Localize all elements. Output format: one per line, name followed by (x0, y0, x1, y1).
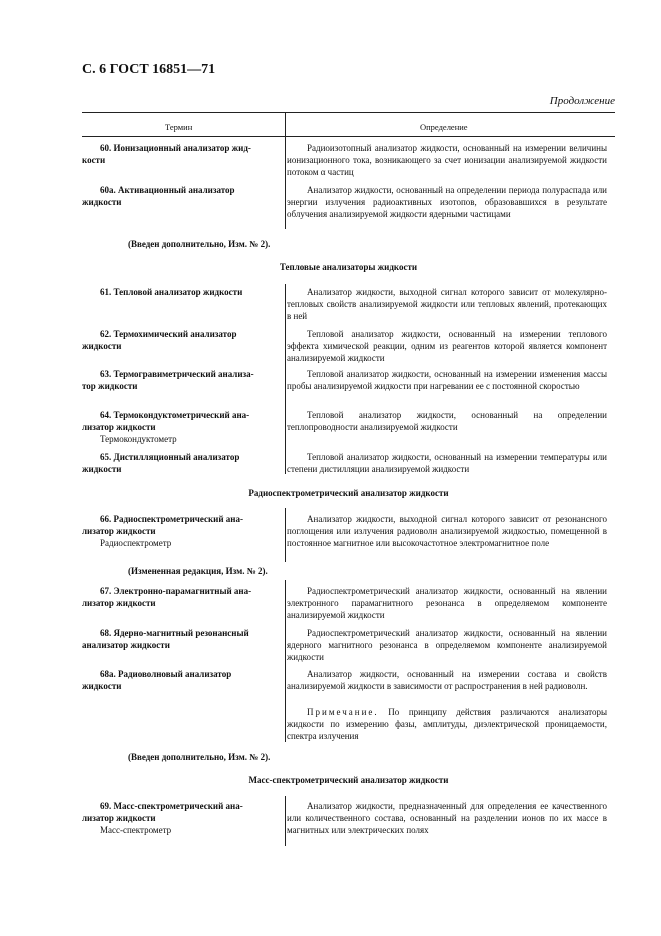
page-header: С. 6 ГОСТ 16851—71 (82, 62, 216, 77)
term-name: 60. Ионизационный анализатор жид- (100, 143, 251, 153)
definition: Анализатор жидкости, выходной сигнал которого зависит от молекулярно-тепловых свойств анализируемой жидкости или тепловых явлений, протекающих в ней (287, 287, 607, 322)
term-name: 65. Дистилляционный анализатор (100, 452, 240, 462)
definition: Анализатор жидкости, предназначенный для определения ее качественного или количественного состава, основанный на разделении ионов по их массе в магнитных или электрических полях (287, 801, 607, 836)
term-row (82, 142, 282, 166)
term-name: 68а. Радиоволновый анализатор (100, 669, 232, 679)
column-divider (285, 796, 286, 846)
definition: Анализатор жидкости, основанный на определении периода полураспада или энергии излучения радиоактивных изотопов, образовавшихся в результате облучения анализируемой жидкости ядерными частицами (287, 185, 607, 220)
term-name: 66. Радиоспектрометрический ана- (100, 514, 243, 524)
column-divider (285, 284, 286, 474)
term-name: 62. Термохимический анализатор (100, 329, 237, 339)
term-row (82, 368, 282, 392)
section-title: Радиоспектрометрический анализатор жидкости (248, 488, 449, 498)
section-title: Масс-спектрометрический анализатор жидкости (248, 775, 449, 785)
definition: Тепловой анализатор жидкости, основанный на определении теплопроводности анализируемой жидкости (287, 410, 607, 433)
definition: Анализатор жидкости, выходной сигнал которого зависит от резонансного поглощения или излучения радиоволн анализируемой жидкостью, помещенной в постоянное магнитное или высокочастотное электромагнитное поле (287, 514, 607, 549)
term-name-cont: кости (82, 155, 106, 166)
term-name: 61. Тепловой анализатор жидкости (100, 287, 243, 297)
term-name-cont: лизатор жидкости (82, 526, 156, 537)
term-synonym: Термокондуктометр (100, 434, 177, 445)
term-name-cont: лизатор жидкости (82, 598, 156, 609)
term-name: 69. Масс-спектрометрический ана- (100, 801, 243, 811)
column-divider (285, 508, 286, 562)
term-name-cont: жидкости (82, 341, 122, 352)
definition: Радиоспектрометрический анализатор жидкости, основанный на явлении электронного парамагнитного резонанса в определяемом компоненте анализируемой жидкости (287, 586, 607, 621)
continuation-label: Продолжение (549, 95, 615, 107)
term-row (82, 800, 282, 837)
term-row (82, 409, 282, 446)
term-row (82, 585, 282, 609)
term-row (82, 627, 282, 651)
term-name-cont: жидкости (82, 464, 122, 475)
term-name-cont: жидкости (82, 197, 122, 208)
table-head-rule (82, 136, 615, 137)
term-name: 64. Термокондуктометрический ана- (100, 410, 250, 420)
term-row (82, 286, 282, 298)
note-text: По принципу действия различаются анализаторы жидкости по измерению фазы, амплитуды, диэлектрической проницаемости, спектра излучения (287, 707, 607, 742)
amendment-note: (Измененная редакция, Изм. № 2). (128, 566, 268, 576)
column-header-term: Термин (165, 122, 193, 132)
table-top-rule (82, 112, 615, 113)
definition: Тепловой анализатор жидкости, основанный на измерении температуры или степени дистилляции анализируемой жидкости (287, 452, 607, 475)
definition: Тепловой анализатор жидкости, основанный на измерении теплового эффекта химической реакции, одним из реагентов которой является компонент анализируемой жидкости (287, 329, 607, 364)
column-divider (285, 112, 286, 229)
term-name: 68. Ядерно-магнитный резонансный (100, 628, 249, 638)
note-label: Примечание. (307, 707, 379, 717)
definition: Анализатор жидкости, основанный на измерении состава и свойств анализируемой жидкости в зависимости от распространения в ней радиоволн. (287, 669, 607, 692)
term-name-cont: анализатор жидкости (82, 640, 170, 651)
definition: Радиоспектрометрический анализатор жидкости, основанный на явлении ядерного магнитного резонанса в определяемом компоненте анализируемой жидкости (287, 628, 607, 663)
term-name-cont: жидкости (82, 681, 122, 692)
term-row (82, 451, 282, 475)
term-name: 67. Электронно-парамагнитный ана- (100, 586, 252, 596)
term-row (82, 668, 282, 692)
term-name-cont: тор жидкости (82, 381, 138, 392)
term-row (82, 328, 282, 352)
term-synonym: Радиоспектрометр (100, 538, 172, 549)
definition-note (287, 706, 607, 743)
term-name-cont: лизатор жидкости (82, 813, 156, 824)
section-title: Тепловые анализаторы жидкости (279, 262, 418, 272)
term-name-cont: лизатор жидкости (82, 422, 156, 433)
term-name: 60а. Активационный анализатор (100, 185, 235, 195)
term-synonym: Масс-спектрометр (100, 825, 172, 836)
definition: Тепловой анализатор жидкости, основанный на измерении изменения массы пробы анализируемой жидкости при нагревании ее с постоянной скоростью (287, 369, 607, 392)
term-name: 63. Термогравиметрический анализа- (100, 369, 254, 379)
column-header-definition: Определение (420, 122, 468, 132)
definition: Радиоизотопный анализатор жидкости, основанный на измерении величины ионизационного тока, возникающего за счет ионизации анализируемой жидкости потоком α частиц (287, 143, 607, 178)
term-row (82, 513, 282, 550)
amendment-note: (Введен дополнительно, Изм. № 2). (128, 239, 271, 249)
column-divider (285, 580, 286, 742)
term-row (82, 184, 282, 208)
amendment-note: (Введен дополнительно, Изм. № 2). (128, 752, 271, 762)
